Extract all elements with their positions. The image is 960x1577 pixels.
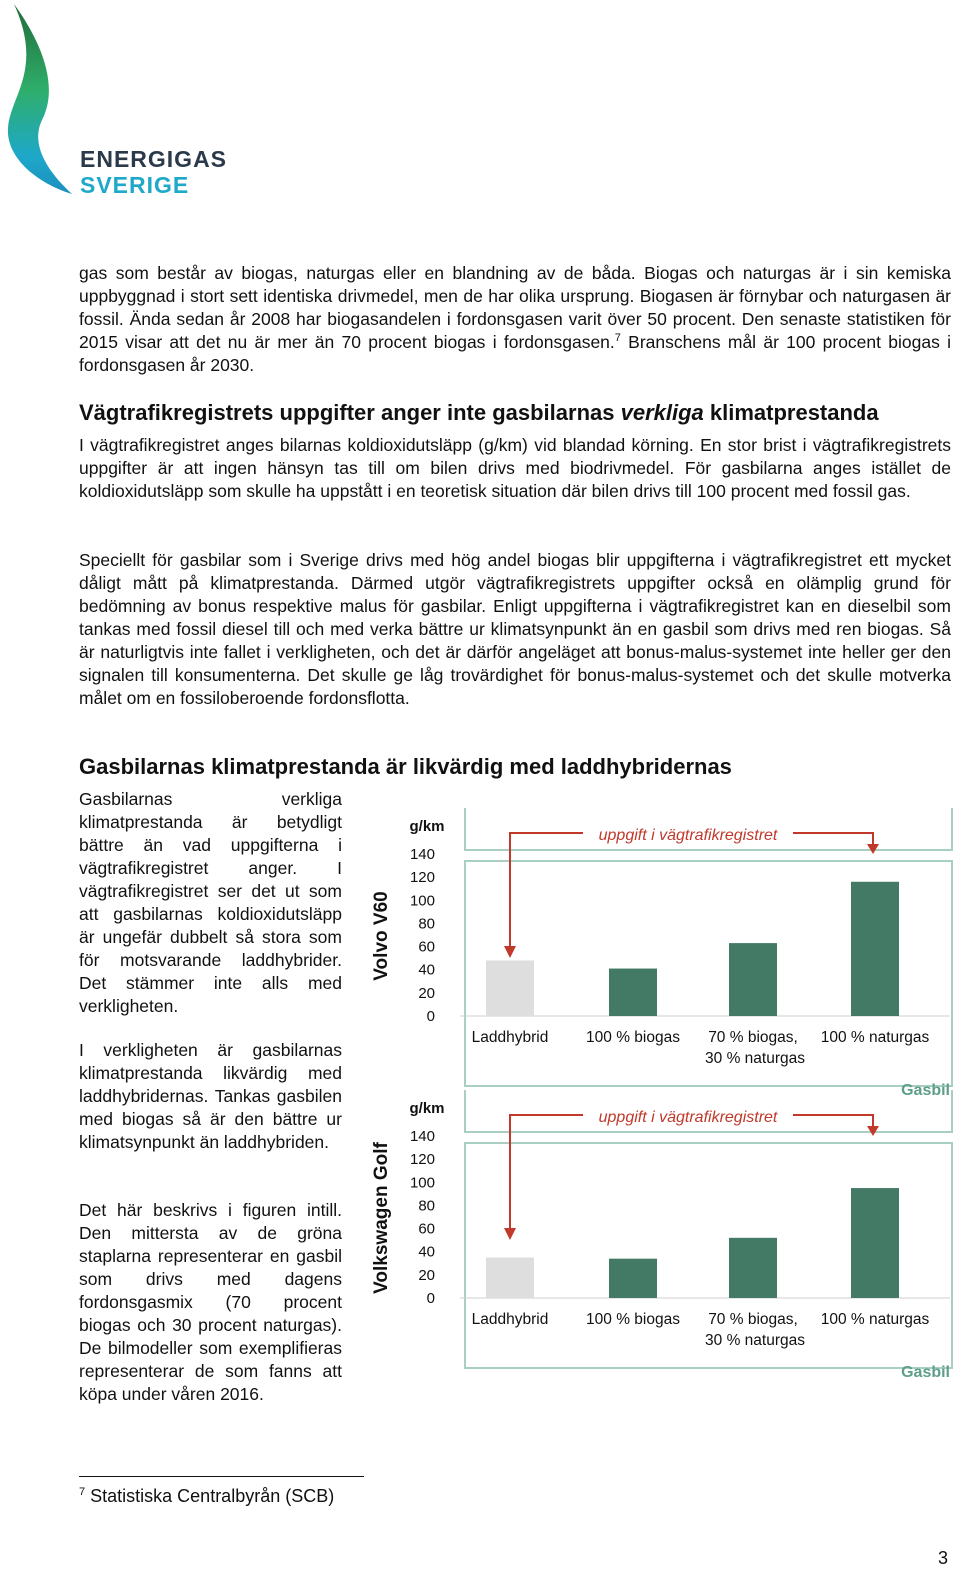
sidebar-paragraph-3: Det här beskrivs i figuren intill. Den mittersta av de gröna staplarna representerar en gasbil som drivs med dagens fordonsgasmix (70 procent biogas och 30 procent naturgas). De bilmodeller som exemplifieras representerar de som fanns att köpa under våren 2016. [79,1200,342,1404]
category-label: Laddhybrid [471,1029,549,1046]
heading-climate-performance: Gasbilarnas klimatprestanda är likvärdig med laddhybridernas [79,754,732,779]
footnote-text: Statistiska Centralbyrån (SCB) [90,1486,335,1506]
heading-registry-part1: Vägtrafikregistrets uppgifter anger inte gasbilarnas [79,400,621,425]
sidebar-paragraph-2: I verkligheten är gasbilarnas klimatprestanda likvärdig med laddhybridernas. Tankas gasbilen med biogas så är den bättre ur klimatsynpunkt än laddhybriden. [79,1040,342,1152]
category-label: Laddhybrid [471,1311,549,1328]
category-label: 70 % biogas, [708,1311,798,1328]
y-tick-label: 100 [409,892,435,910]
footnote-divider [79,1476,364,1477]
bar-3 [729,943,777,1016]
category-label: 100 % naturgas [820,1311,930,1328]
annotation-label: uppgift i vägtrafikregistret [598,1109,778,1126]
footnote [79,1486,334,1507]
y-tick-label: 120 [409,869,435,887]
logo-text-sverige: SVERIGE [80,172,190,198]
annotation-line-right [793,833,873,846]
logo-text-energigas: ENERGIGAS [80,146,228,172]
chart-volvo-v60 [365,808,955,1098]
footnote-ref[interactable]: 7 [614,332,621,345]
y-tick-label: 60 [418,1220,435,1238]
bar-2 [609,969,657,1016]
footnote-number: 7 [79,1486,86,1498]
category-label: 100 % biogas [586,1311,680,1328]
bar-1 [486,960,534,1016]
y-tick-label: 140 [409,1128,435,1145]
bar-1 [486,1258,534,1299]
annotation-arrowhead [504,1228,516,1240]
annotation-arrowhead [504,946,516,958]
paragraph-bonus-malus: Speciellt för gasbilar som i Sverige drivs med hög andel biogas blir uppgifterna i vägtrafikregistret ett mycket dåligt mått på klimatprestanda. Därmed utgör vägtrafikregistrets uppgifter också en olämplig grund för bedömning av bonus respektive malus för gasbilar. Enligt uppgifterna i vägtrafikregistret kan en dieselbil som tankas med fossil diesel till och med verka bättre ur klimatsynpunkt än en gasbil som drivs med ren biogas. Så är naturligtvis inte fallet i verkligheten, och det är därför angeläget att bonus-malus-systemet inte heller ger den signalen till konsumenterna. Det skulle ge låg trovärdighet för bonus-malus-systemet och det skulle motverka målet om en fossiloberoende fordonsflotta. [79,550,951,708]
y-tick-label: 0 [426,1290,435,1307]
group-label-gasbil: Gasbil [901,1364,950,1380]
y-tick-label: 20 [418,1266,435,1284]
y-tick-label: 40 [418,1243,435,1261]
chart-title: Volkswagen Golf [371,1142,392,1294]
y-tick-label: 80 [418,915,435,933]
y-tick-label: 20 [418,984,435,1002]
y-tick-label: 40 [418,961,435,979]
bar-4 [851,1188,899,1298]
paragraph-intro-text-end: Branschens mål är 100 procent biogas i fordonsgasen år 2030. [79,332,952,375]
page-number: 3 [938,1548,949,1568]
paragraph-registry: I vägtrafikregistret anges bilarnas koldioxidutsläpp (g/km) vid blandad körning. En stor brist i vägtrafikregistrets uppgifter är att ingen hänsyn tas till om bilen drivs med biodrivmedel. För gasbilarna anges istället de koldioxidutsläpp som skulle ha uppstått i en teoretisk situation där bilen drivs till 100 procent med fossil gas. [79,435,951,501]
bar-3 [729,1238,777,1298]
y-tick-label: 120 [409,1151,435,1169]
chart-volkswagen-golf [365,1090,955,1380]
heading-registry-part2: klimatprestanda [703,400,879,425]
category-label: 100 % naturgas [820,1029,930,1046]
heading-registry-italic: verkliga [620,400,704,425]
annotation-label: uppgift i vägtrafikregistret [598,827,778,844]
paragraph-intro-text: gas som består av biogas, naturgas eller en blandning av de båda. Biogas och naturgas är i sin kemiska uppbyggnad i stort sett identiska drivmedel, men de har olika ursprung. Biogasen är förnybar och naturgasen är fossil. Ända sedan år 2008 har biogasandelen i fordonsgasen varit över 50 procent. Den senaste statistiken för 2015 visar att det nu är mer än 70 procent biogas i fordonsgasen. [79,263,951,352]
category-label-line2: 30 % naturgas [705,1332,805,1349]
chart-title: Volvo V60 [371,891,392,981]
y-tick-label: 80 [418,1197,435,1215]
category-label: 100 % biogas [586,1029,680,1046]
y-axis-unit: g/km [409,1100,445,1117]
annotation-line-right [793,1115,873,1128]
category-label: 70 % biogas, [708,1029,798,1046]
y-tick-label: 100 [409,1174,435,1192]
y-tick-label: 140 [409,846,435,863]
bar-2 [609,1259,657,1298]
paragraph-intro [79,262,951,377]
y-tick-label: 0 [426,1008,435,1025]
heading-registry [79,400,879,426]
category-label-line2: 30 % naturgas [705,1050,805,1067]
group-label-gasbil: Gasbil [901,1082,950,1098]
sidebar-paragraph-1: Gasbilarnas verkliga klimatprestanda är betydligt bättre än vad uppgifterna i vägtrafikregistret anger. I vägtrafikregistret ser det ut som att gasbilarnas koldioxidutsläpp är ungefär dubbelt så stora som för motsvarande laddhybrider. Det stämmer inte alls med verkligheten. [79,789,342,1016]
bar-4 [851,882,899,1016]
y-tick-label: 60 [418,938,435,956]
y-axis-unit: g/km [409,818,445,835]
